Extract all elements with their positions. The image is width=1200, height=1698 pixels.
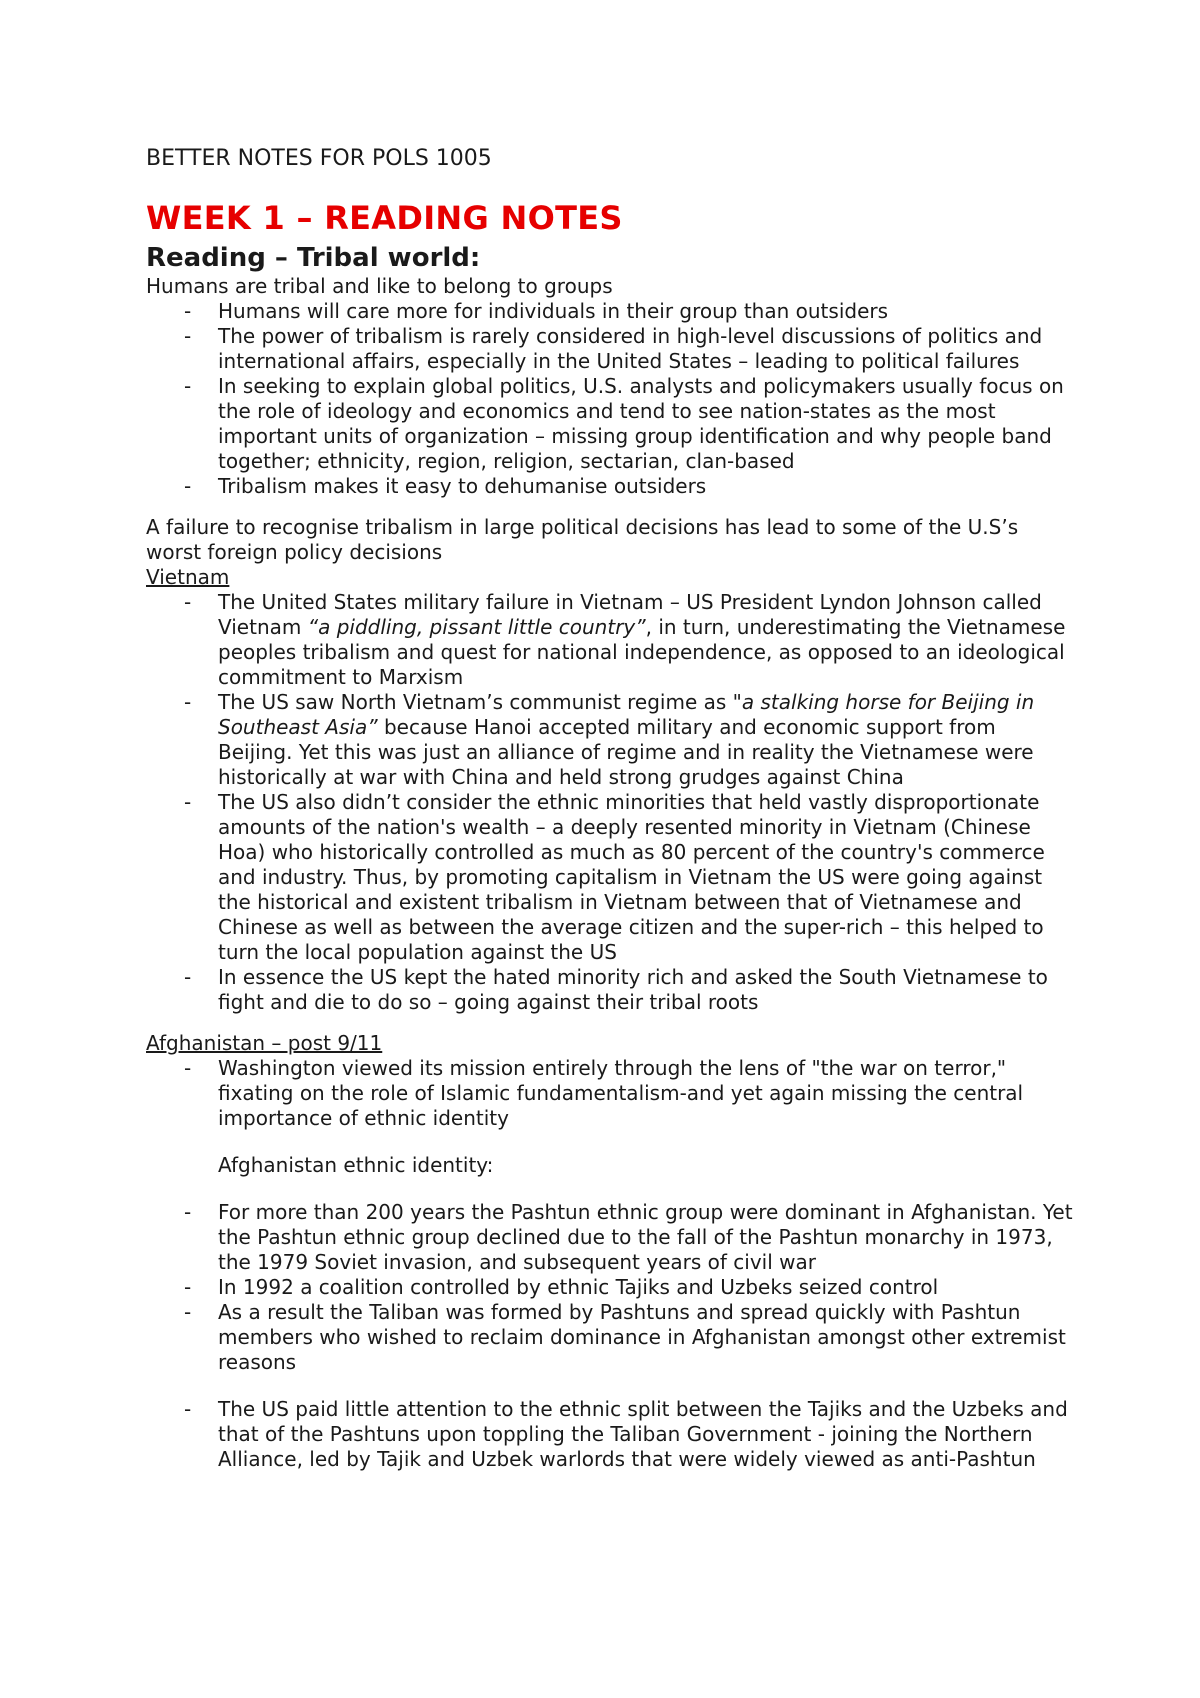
section-label-vietnam: Vietnam <box>146 565 230 589</box>
list-item: - The power of tribalism is rarely considered in high-level discussions of politics and international affairs, especially in the United States – leading to political failures <box>146 324 1076 374</box>
afghanistan-subheading: Afghanistan ethnic identity: <box>218 1153 494 1177</box>
list-item: - The US paid little attention to the ethnic split between the Tajiks and the Uzbeks and that of the Pashtuns upon toppling the Taliban Government - joining the Northern Alliance, led by Tajik and Uzbek warlords that were widely viewed as anti-Pashtun <box>146 1397 1076 1472</box>
afghanistan-bullet-list-2 <box>146 1200 1076 1472</box>
afghanistan-bullet-list-1 <box>146 1056 1076 1131</box>
list-item <box>146 690 1076 790</box>
list-item: - In seeking to explain global politics, U.S. analysts and policymakers usually focus on the role of ideology and economics and tend to see nation-states as the most important units of organization – missing group identification and why people band together; ethnicity, region, religion, sectarian, clan-based <box>146 374 1076 474</box>
list-item: - Humans will care more for individuals in their group than outsiders <box>146 299 1076 324</box>
list-item: - The US also didn’t consider the ethnic minorities that held vastly disproportionate amounts of the nation's wealth – a deeply resented minority in Vietnam (Chinese Hoa) who historically controlled as much as 80 percent of the country's commerce and industry. Thus, by promoting capitalism in Vietnam the US were going against the historical and existent tribalism in Vietnam between that of Vietnamese and Chinese as well as between the average citizen and the super-rich – this helped to turn the local population against the US <box>146 790 1076 965</box>
bullet-text: , in turn, underestimating the Vietnamese peoples tribalism and quest for national independence, as opposed to an ideological commitment to Marxism <box>218 615 1066 689</box>
quote-text: “a piddling, pissant little country” <box>307 615 646 639</box>
list-item: - Washington viewed its mission entirely through the lens of "the war on terror," fixating on the role of Islamic fundamentalism-and yet again missing the central importance of ethnic identity <box>146 1056 1076 1131</box>
list-item: - In essence the US kept the hated minority rich and asked the South Vietnamese to fight and die to do so – going against their tribal roots <box>146 965 1076 1015</box>
quote-text: a stalking horse for Beijing in Southeast Asia” <box>218 690 1035 739</box>
list-item: - Tribalism makes it easy to dehumanise outsiders <box>146 474 1076 499</box>
reading-heading: Reading – Tribal world: <box>146 243 481 273</box>
week-heading: WEEK 1 – READING NOTES <box>146 199 623 237</box>
list-item: - In 1992 a coalition controlled by ethnic Tajiks and Uzbeks seized control <box>146 1275 1076 1300</box>
document-title: BETTER NOTES FOR POLS 1005 <box>146 146 492 171</box>
list-item: - For more than 200 years the Pashtun ethnic group were dominant in Afghanistan. Yet the Pashtun ethnic group declined due to the fall of the Pashtun monarchy in 1973, the 1979 Soviet invasion, and subsequent years of civil war <box>146 1200 1076 1275</box>
list-item: - As a result the Taliban was formed by Pashtuns and spread quickly with Pashtun members who wished to reclaim dominance in Afghanistan amongst other extremist reasons <box>146 1300 1076 1375</box>
section-label-afghanistan: Afghanistan – post 9/11 <box>146 1031 383 1055</box>
document-body <box>146 142 1076 1472</box>
bullet-text: The US saw North Vietnam’s communist regime as " <box>218 690 742 714</box>
vietnam-bullet-list <box>146 590 1076 1015</box>
intro-paragraph: Humans are tribal and like to belong to groups <box>146 274 613 298</box>
bullet-text: The United States military failure in Vietnam – US President Lyndon Johnson called Vietnam <box>218 590 1042 639</box>
intro-bullet-list <box>146 299 1076 499</box>
list-item <box>146 590 1076 690</box>
failure-paragraph: A failure to recognise tribalism in large political decisions has lead to some of the U.S’s worst foreign policy decisions <box>146 515 1019 564</box>
bullet-text: because Hanoi accepted military and economic support from Beijing. Yet this was just an alliance of regime and in reality the Vietnamese were historically at war with China and held strong grudges against China <box>218 715 1034 789</box>
